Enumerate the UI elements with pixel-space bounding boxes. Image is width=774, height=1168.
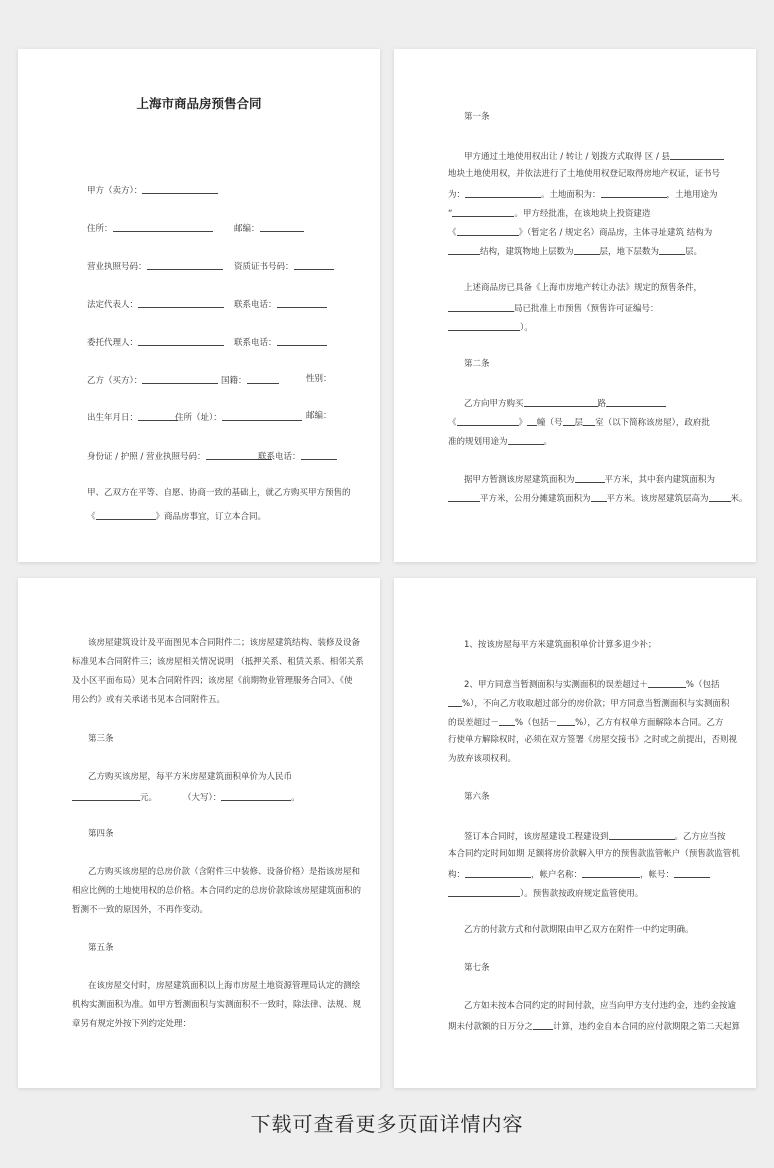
a6-line-2: 本合同约定时间如期 足额将房价款解入甲方的预售款监管帐户（预售款监管机 xyxy=(448,849,740,859)
p3-para1-line-3: 及小区平面布局）见本合同附件四；该房屋《前期物业管理服务合同》、《使 xyxy=(72,676,353,686)
a7-line-2: 期未付款额的日万分之 计算，违约金自本合同的应付款期限之第二天起算 xyxy=(448,1022,741,1032)
a1-line-6: 结构，建筑物地上层数为 层，地下层数为 层。 xyxy=(448,245,702,258)
a1-para2-line-3: ）。 xyxy=(448,321,533,334)
preamble-line-2: 《 》商品房事宜，订立本合同。 xyxy=(87,512,267,522)
postcode2-line: 邮编： xyxy=(306,411,332,421)
a4-line-1: 乙方购买该房屋的总房价款（含附件三中装修、设备价格）是指该房屋和 xyxy=(88,867,361,877)
article-6-heading: 第六条 xyxy=(464,792,490,802)
a7-line-1: 乙方如未按本合同约定的时间付款，应当向甲方支付违约金，违约金按逾 xyxy=(464,1001,737,1011)
a6-line-4: ）。预售款按政府规定监管使用。 xyxy=(448,887,643,900)
agent-line: 委托代理人： xyxy=(87,336,224,349)
a6-line-1: 签订本合同时，该房屋建设工程建设到 。乙方应当按 xyxy=(464,832,726,842)
contract-page-3 xyxy=(18,578,380,1088)
contract-page-2 xyxy=(394,49,756,562)
residence-line: 住所（址）： xyxy=(175,411,302,424)
article-1-heading: 第一条 xyxy=(464,112,490,122)
business-license-line: 营业执照号码： xyxy=(87,260,223,273)
a2-line-2: 《 》 幢（号 层 室（以下简称该房屋），政府批 xyxy=(448,418,710,428)
p4-item-2-line-5: 为放弃该项权利。 xyxy=(448,754,517,764)
contact-phone-line: 联系电话： xyxy=(234,298,327,311)
p3-para1-line-1: 该房屋建筑设计及平面图见本合同附件二；该房屋建筑结构、装修及设备 xyxy=(88,638,361,648)
article-2-heading: 第二条 xyxy=(464,359,490,369)
p4-item-2-line-4: 行使单方解除权时，必须在双方签署《房屋交接书》之时或之前提出，否则视 xyxy=(448,735,738,745)
postcode-line: 邮编： xyxy=(234,222,304,235)
a6-line-3: 构： ，帐户名称： ，帐号： xyxy=(448,868,710,881)
a1-line-5: 《 》（暂定名 / 规定名）商品房，主体寻址建筑 结构为 xyxy=(448,228,713,238)
a1-line-1: 甲方通过土地使用权出让 / 转让 / 划拨方式取得 区 / 县 xyxy=(464,150,724,163)
contact-phone3-line: 联系电话： xyxy=(258,450,337,463)
nationality-line: 国籍： xyxy=(221,374,279,387)
address-line: 住所： xyxy=(87,222,213,235)
contract-page-1 xyxy=(18,49,380,562)
a3-line-2: 元。 （大写）： 。 xyxy=(72,791,300,804)
a2-para2-line-1: 据甲方暂测该房屋建筑面积为 平方米，其中套内建筑面积为 xyxy=(464,475,716,485)
birth-date-line: 出生年月日： xyxy=(87,411,178,424)
download-more-caption: 下载可查看更多页面详情内容 xyxy=(250,1112,524,1136)
a6-para2: 乙方的付款方式和付款期限由甲乙双方在附件一中约定明确。 xyxy=(464,925,694,935)
a3-line-1: 乙方购买该房屋，每平方米房屋建筑面积单价为人民币 xyxy=(88,772,293,782)
a1-para2-line-1: 上述商品房已具备《上海市房地产转让办法》规定的预售条件， xyxy=(464,283,703,293)
a1-line-2: 地块土地使用权，并依法进行了土地使用权登记取得房地产权证，证书号 xyxy=(448,169,721,179)
article-3-heading: 第三条 xyxy=(88,734,114,744)
a2-line-1: 乙方向甲方购买 路 xyxy=(464,397,666,410)
a2-line-3: 准的规划用途为 。 xyxy=(448,437,553,447)
p3-para1-line-4: 用公约》或有关承诺书见本合同附件五。 xyxy=(72,695,226,705)
qualification-line: 资质证书号码： xyxy=(234,260,334,273)
legal-rep-line: 法定代表人： xyxy=(87,298,224,311)
p4-item-1: 1、按该房屋每平方米建筑面积单价计算多退少补； xyxy=(464,640,657,650)
p4-item-2-line-3: 的误差超过－ %（包括－ %），乙方有权单方面解除本合同。乙方 xyxy=(448,718,724,728)
contract-page-4 xyxy=(394,578,756,1088)
a1-line-4: “ 。甲方经批准，在该地块上投资建造 xyxy=(448,209,651,219)
a4-line-3: 暂测不一致的原因外，不再作变动。 xyxy=(72,905,209,915)
a4-line-2: 相应比例的土地使用权的总价格。本合同约定的总房价款除该房屋建筑面积的 xyxy=(72,886,362,896)
p4-item-2-line-1: 2、甲方同意当暂测面积与实测面积的误差超过＋ %（包括 xyxy=(464,680,720,690)
p4-item-2-line-2: %），不向乙方收取超过部分的房价款；甲方同意当暂测面积与实测面积 xyxy=(448,697,729,710)
a5-line-3: 章另有规定外按下列约定处理： xyxy=(72,1019,192,1029)
contact-phone2-line: 联系电话： xyxy=(234,336,327,349)
a1-para2-line-2: 局已批准上市预售（预售许可证编号： xyxy=(448,302,659,315)
p3-para1-line-2: 标准见本合同附件三；该房屋相关情况说明 （抵押关系、租赁关系、相邻关系 xyxy=(72,657,364,667)
a5-line-2: 机构实测面积为准。如甲方暂测面积与实测面积不一致时，除法律、法规、规 xyxy=(72,1000,362,1010)
party-a-line: 甲方（卖方）： xyxy=(87,184,218,197)
preamble-line-1: 甲、乙双方在平等、自愿、协商一致的基础上，就乙方购买甲方预售的 xyxy=(87,488,351,498)
a5-line-1: 在该房屋交付时，房屋建筑面积以上海市房屋土地资源管理局认定的测绘 xyxy=(88,981,361,991)
a1-line-3: 为： 。土地面积为： ，土地用途为 xyxy=(448,190,718,200)
gender-line: 性别： xyxy=(306,374,332,384)
article-5-heading: 第五条 xyxy=(88,943,114,953)
party-b-line: 乙方（买方）： xyxy=(87,374,218,387)
id-number-line: 身份证 / 护照 / 营业执照号码： xyxy=(87,450,272,463)
a2-para2-line-2: 平方米，公用分摊建筑面积为 平方米。该房屋建筑层高为 米。 xyxy=(448,492,748,505)
article-7-heading: 第七条 xyxy=(464,963,490,973)
contract-title: 上海市商品房预售合同 xyxy=(136,96,262,111)
article-4-heading: 第四条 xyxy=(88,829,114,839)
